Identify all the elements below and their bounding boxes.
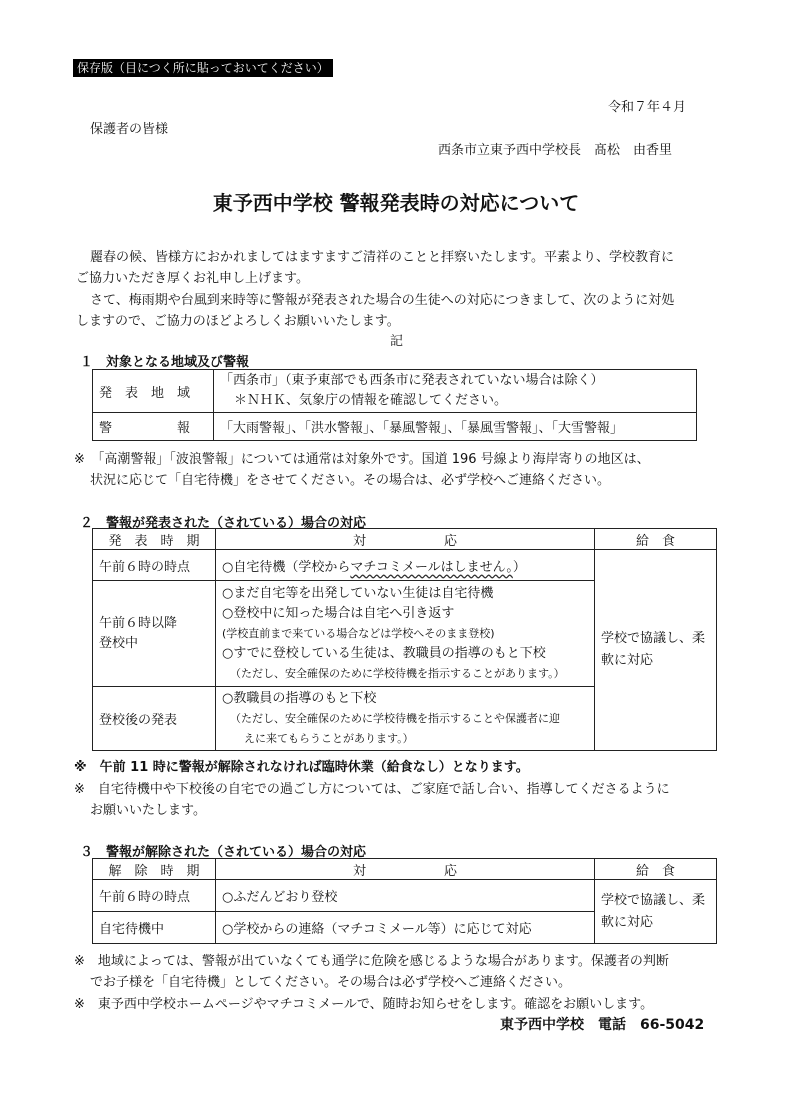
row-response: ○自宅待機（学校からマチコミメールはしません。） <box>216 550 595 581</box>
keep-notice-banner: 保存版（目につく所に貼っておいてください） <box>73 59 333 77</box>
row-time: 登校後の発表 <box>93 687 216 751</box>
section2-heading: ２ 警報が発表された（されている）場合の対応 <box>80 516 367 531</box>
area-value-cell: 「西条市」（東予東部でも西条市に発表されていない場合は除く） ＊ＮＨＫ、気象庁の情報を確認してください。 <box>214 370 697 413</box>
no-mail-notice: マチコミメールはしません。 <box>350 559 513 575</box>
row-time: 午前６時の時点 <box>93 880 216 912</box>
col-header-lunch: 給 食 <box>595 859 717 880</box>
section3-heading: ３ 警報が解除された（されている）場合の対応 <box>80 845 367 860</box>
col-header-response: 対 応 <box>216 529 595 550</box>
row-time: 午前６時以降 登校中 <box>93 581 216 687</box>
note: ※ 「高潮警報」「波浪警報」については通常は対象外です。国道 196 号線より海岸寄りの地区は、 <box>74 452 650 467</box>
issued-response-table <box>92 528 717 751</box>
lunch-cell: 学校で協議し、柔 軟に対応 <box>595 550 717 751</box>
row-time: 午前６時の時点 <box>93 550 216 581</box>
row-response: ○教職員の指導のもと下校 （ただし、安全確保のために学校待機を指示することや保護者に迎 えに来てもらうことがあります。） <box>216 687 595 751</box>
row-response: ○学校からの連絡（マチコミメール等）に応じて対応 <box>216 912 595 944</box>
note: でお子様を「自宅待機」としてください。その場合は必ず学校へご連絡ください。 <box>90 975 572 990</box>
school-phone-footer: 東予西中学校 電話 66-5042 <box>500 1017 705 1033</box>
col-header-time: 発 表 時 期 <box>93 529 216 550</box>
col-header-lunch: 給 食 <box>595 529 717 550</box>
warning-label-cell: 警 報 <box>93 413 214 441</box>
page-title: 東予西中学校 警報発表時の対応について <box>212 191 580 215</box>
note: ※ 地域によっては、警報が出ていなくても通学に危険を感じるような場合があります。保護者の判断 <box>74 954 669 969</box>
note: ※ 午前 11 時に警報が解除されなければ臨時休業（給食なし）となります。 <box>74 760 529 775</box>
note: 状況に応じて「自宅待機」をさせてください。その場合は、必ず学校へご連絡ください。 <box>90 473 611 488</box>
note: ※ 自宅待機中や下校後の自宅での過ごし方については、ご家庭で話し合い、指導してくださるように <box>74 782 670 797</box>
row-response: ○まだ自宅等を出発していない生徒は自宅待機 ○登校中に知った場合は自宅へ引き返す (学校直前まで来ている場合などは学校へそのまま登校) ○すでに登校している生徒は、教職員の指導のもと下校 （ただし、安全確保のために学校待機を指示することがあります。） <box>216 581 595 687</box>
issue-date: 令和７年４月 <box>608 100 687 115</box>
note: お願いいたします。 <box>90 803 206 818</box>
intro-line: しますので、ご協力のほどよろしくお願いいたします。 <box>76 314 400 329</box>
col-header-time: 解 除 時 期 <box>93 859 216 880</box>
row-time: 自宅待機中 <box>93 912 216 944</box>
col-header-response: 対 応 <box>216 859 595 880</box>
warning-value-cell: 「大雨警報」、「洪水警報」、「暴風警報」、「暴風雪警報」、「大雪警報」 <box>214 413 697 441</box>
area-label-cell: 発 表 地 域 <box>93 370 214 413</box>
intro-line: さて、梅雨期や台風到来時等に警報が発表された場合の生徒への対応につきまして、次のように対処 <box>90 293 675 308</box>
addressee: 保護者の皆様 <box>90 122 169 137</box>
lunch-cell: 学校で協議し、柔 軟に対応 <box>595 880 717 944</box>
intro-line: ご協力いただき厚くお礼申し上げます。 <box>76 271 309 286</box>
sender: 西条市立東予西中学校長 髙松 由香里 <box>438 143 673 158</box>
cleared-response-table <box>92 858 717 944</box>
row-response: ○ふだんどおり登校 <box>216 880 595 912</box>
note: ※ 東予西中学校ホームページやマチコミメールで、随時お知らせをします。確認をお願いします。 <box>74 997 654 1012</box>
section1-heading: １ 対象となる地域及び警報 <box>80 355 250 370</box>
intro-line: 麗春の候、皆様方におかれましてはますますご清祥のことと拝察いたします。平素より、学校教育に <box>90 250 674 265</box>
ki-mark: 記 <box>390 334 404 349</box>
target-area-table <box>92 369 697 441</box>
